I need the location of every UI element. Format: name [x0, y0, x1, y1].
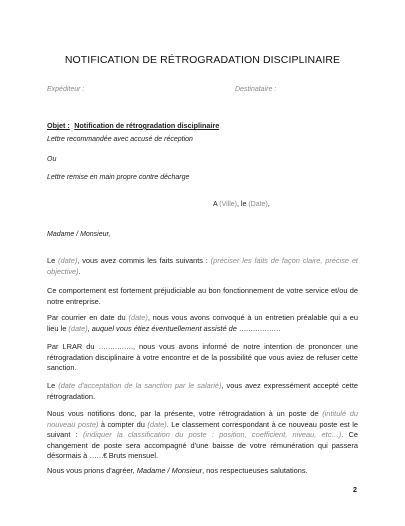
document-title: NOTIFICATION DE RÉTROGRADATION DISCIPLINAIRE [64, 54, 341, 66]
facts-hint: (préciser les faits de façon claire, précise et objective) [47, 256, 358, 276]
recipient-label: Destinataire : [235, 86, 277, 93]
objet-line [47, 115, 219, 133]
place-le: , le [237, 201, 247, 208]
page-number: 2 [352, 485, 357, 494]
facts-date: (date) [58, 256, 78, 265]
paragraph-acceptance: Le (date d'acceptation de la sanction par le salarié), vous avez expressément accepté cette rétrogradation. [47, 381, 358, 401]
paragraph-lrar: Par LRAR du ……………, nous vous avons informé de notre intention de prononcer une rétrogradation disciplinaire à votre encontre et de la possibilité que vous aviez de refuser cette sanction. [47, 342, 358, 373]
place-prefix: A [213, 201, 218, 208]
delivery-option-registered: Lettre recommandée avec accusé de réception [47, 136, 193, 143]
paragraph-facts: Le (date), vous avez commis les faits suivants : (préciser les faits de façon claire, précise et objective). [47, 256, 358, 276]
place-date: (Date) [248, 201, 268, 208]
objet-label: Objet : [47, 121, 70, 130]
sender-label: Expéditeur : [47, 86, 85, 93]
place-city: (Ville) [219, 201, 238, 208]
paragraph-prejudice: Ce comportement est fortement préjudiciable au bon fonctionnement de votre service et/ou de notre entreprise. [47, 286, 358, 306]
delivery-option-hand: Lettre remise en main propre contre décharge [47, 174, 190, 181]
place-date-line [213, 200, 270, 210]
salutation: Madame / Monsieur, [47, 231, 111, 238]
paragraph-convocation: Par courrier en date du (date), nous vous avons convoqué à un entretien préalable qui a eu lieu le (date), auquel vous étiez éventuellement assisté de ……………… [47, 313, 359, 333]
objet-text: Notification de rétrogradation disciplinaire [74, 121, 220, 130]
paragraph-closing: Nous vous prions d'agréer, Madame / Monsieur, nos respectueuses salutations. [47, 466, 308, 475]
delivery-or: Ou [47, 156, 57, 163]
place-end: , [267, 201, 270, 208]
paragraph-notification: Nous vous notifions donc, par la présente, votre rétrogradation à un poste de (intitulé du nouveau poste) à compter du (date). Le classement correspondant à ce nouveau poste est le suivant : (indiquer la classification du poste : position, coefficient, niveau, etc…). Ce changement de poste sera accompagné d'une baisse de votre rémunération qui passera désormais à ……€ Bruts mensuel. [47, 409, 359, 461]
